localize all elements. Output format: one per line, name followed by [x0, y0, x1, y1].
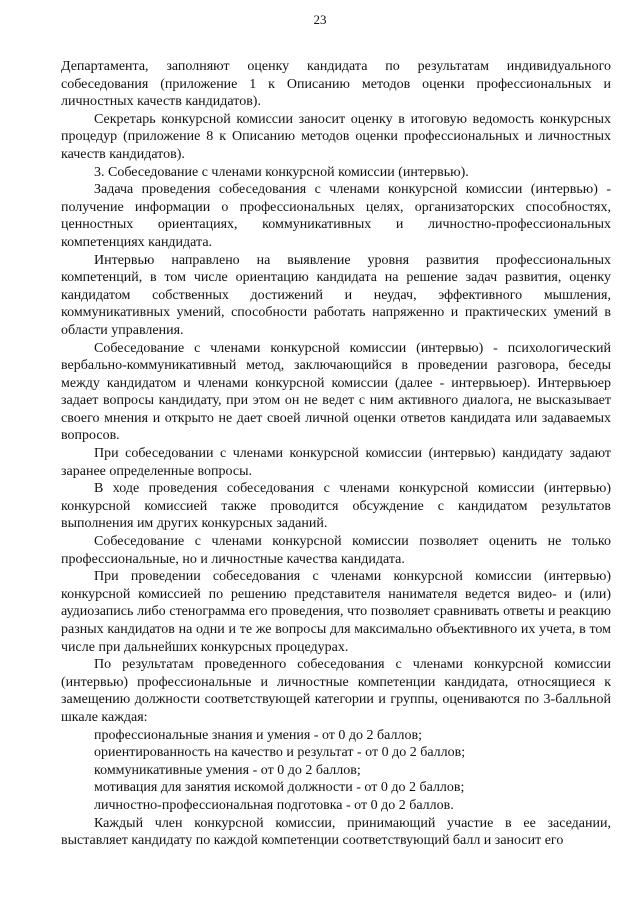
- criteria-item: ориентированность на качество и результат - от 0 до 2 баллов;: [94, 745, 466, 761]
- paragraph-qualities: Собеседование с членами конкурсной комиссии позволяет оценить не только профессиональные, но и личностные качества кандидата.: [61, 534, 611, 567]
- paragraph-closing: Каждый член конкурсной комиссии, принимающий участие в ее заседании, выставляет кандидату по каждой компетенции соответствующий балл и заносит его: [61, 815, 611, 849]
- paragraph-interview-goal: Задача проведения собеседования с членами конкурсной комиссии (интервью) - получение информации о профессиональных целях, организаторских способностях, ценностных ориентациях, коммуникативных и личностно-профессиональных компетенциях кандидата.: [61, 182, 611, 250]
- page-number: 23: [313, 12, 327, 27]
- criteria-item: личностно-профессиональная подготовка - от 0 до 2 баллов.: [94, 797, 454, 813]
- document-body: [61, 58, 611, 850]
- paragraph-interview-method: Собеседование с членами конкурсной комиссии (интервью) - психологический вербально-коммуникативный метод, заключающийся в проведении разговора, беседы между кандидатом и членами конкурсной комиссии (далее - интервьюер). Интервьюер задает вопросы кандидату, при этом он не ведет с ним активного диалога, не высказывает своего мнения и открыто не дает своей личной оценки ответов кандидата или задаваемых вопросов.: [61, 340, 611, 444]
- paragraph-secretary: Секретарь конкурсной комиссии заносит оценку в итоговую ведомость конкурсных процедур (приложение 8 к Описанию методов оценки профессиональных и личностных качеств кандидатов).: [61, 111, 611, 162]
- paragraph-scoring-intro: По результатам проведенного собеседования с членами конкурсной комиссии (интервью) профессиональные и личностные компетенции кандидата, относящиеся к замещению должности соответствующей категории и группы, оцениваются по 3-балльной шкале каждая:: [61, 657, 611, 725]
- paragraph-predefined-questions: При собеседовании с членами конкурсной комиссии (интервью) кандидату задают заранее определенные вопросы.: [61, 446, 611, 479]
- paragraph-recording: При проведении собеседования с членами конкурсной комиссии (интервью) конкурсной комиссией по решению представителя нанимателя ведется видео- и (или) аудиозапись либо стенограмма его проведения, что позволяет сравнивать ответы и реакцию разных кандидатов на одни и те же вопросы для максимально объективного их учета, в том числе при дальнейших конкурсных процедурах.: [61, 569, 611, 655]
- paragraph-continuation: Департамента, заполняют оценку кандидата по результатам индивидуального собеседования (приложение 1 к Описанию методов оценки профессиональных и личностных качеств кандидатов).: [61, 59, 611, 110]
- paragraph-discussion: В ходе проведения собеседования с членами конкурсной комиссии (интервью) конкурсной комиссией также проводится обсуждение с кандидатом результатов выполнения им других конкурсных заданий.: [61, 481, 611, 532]
- paragraph-interview-purpose: Интервью направлено на выявление уровня развития профессиональных компетенций, в том числе ориентацию кандидата на решение задач развития, оценку кандидатом собственных достижений и неудач, эффективного мышления, коммуникативных умений, способности работать напряженно и практических умений в области управления.: [61, 252, 611, 338]
- criteria-list: [61, 727, 611, 815]
- section-heading: 3. Собеседование с членами конкурсной комиссии (интервью).: [94, 164, 469, 180]
- criteria-item: коммуникативные умения - от 0 до 2 баллов;: [94, 762, 361, 778]
- criteria-item: мотивация для занятия искомой должности - от 0 до 2 баллов;: [94, 780, 465, 796]
- criteria-item: профессиональные знания и умения - от 0 до 2 баллов;: [94, 727, 422, 743]
